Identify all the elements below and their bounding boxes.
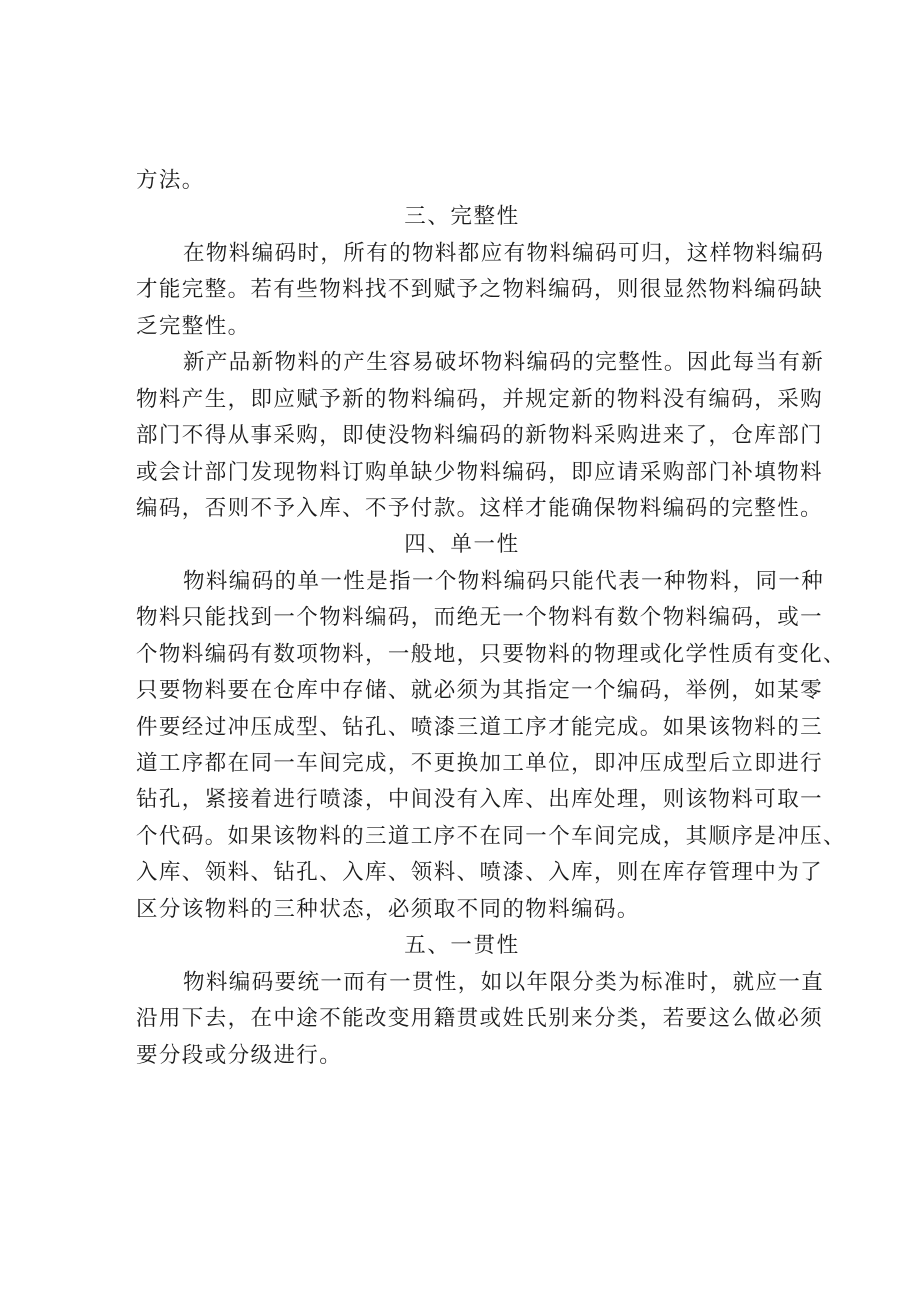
paragraph-line: 钻孔，紧接着进行喷漆，中间没有入库、出库处理，则该物料可取一 bbox=[136, 787, 824, 813]
paragraph-line: 物料产生，即应赋予新的物料编码，并规定新的物料没有编码，采购 bbox=[136, 386, 824, 412]
paragraph-line: 要分段或分级进行。 bbox=[136, 1042, 343, 1068]
paragraph-line: 新产品新物料的产生容易破坏物料编码的完整性。因此每当有新 bbox=[183, 350, 825, 376]
paragraph-line: 入库、领料、钻孔、入库、领料、喷漆、入库，则在库存管理中为了 bbox=[136, 860, 824, 886]
section-heading: 四、单一性 bbox=[404, 532, 520, 558]
section-heading: 五、一贯性 bbox=[404, 933, 520, 959]
paragraph-line: 件要经过冲压成型、钻孔、喷漆三道工序才能完成。如果该物料的三 bbox=[136, 714, 824, 740]
paragraph-line: 物料只能找到一个物料编码，而绝无一个物料有数个物料编码，或一 bbox=[136, 605, 824, 631]
paragraph-line: 方法。 bbox=[136, 168, 205, 193]
paragraph-line: 部门不得从事采购，即使没物料编码的新物料采购进来了，仓库部门 bbox=[136, 423, 824, 449]
paragraph-line: 物料编码的单一性是指一个物料编码只能代表一种物料，同一种 bbox=[183, 568, 825, 594]
paragraph-line: 或会计部门发现物料订购单缺少物料编码，即应请采购部门补填物料 bbox=[136, 459, 824, 485]
paragraph-line: 沿用下去，在中途不能改变用籍贯或姓氏别来分类，若要这么做必须 bbox=[136, 1006, 824, 1032]
paragraph-line: 个物料编码有数项物料，一般地，只要物料的物理或化学性质有变化、 bbox=[136, 641, 846, 667]
paragraph-line: 编码，否则不予入库、不予付款。这样才能确保物料编码的完整性。 bbox=[136, 495, 824, 521]
section-heading: 三、完整性 bbox=[404, 204, 520, 230]
paragraph-line: 道工序都在同一车间完成，不更换加工单位，即冲压成型后立即进行 bbox=[136, 751, 824, 776]
paragraph-line: 乏完整性。 bbox=[136, 313, 251, 339]
paragraph-line: 物料编码要统一而有一贯性，如以年限分类为标准时，就应一直 bbox=[183, 969, 825, 995]
paragraph-line: 个代码。如果该物料的三道工序不在同一个车间完成，其顺序是冲压、 bbox=[136, 823, 846, 849]
document-body bbox=[136, 163, 846, 1074]
paragraph-line: 只要物料要在仓库中存储、就必须为其指定一个编码，举例，如某零 bbox=[136, 678, 824, 704]
paragraph-line: 才能完整。若有些物料找不到赋予之物料编码，则很显然物料编码缺 bbox=[136, 277, 824, 303]
paragraph-line: 在物料编码时，所有的物料都应有物料编码可归，这样物料编码 bbox=[183, 240, 825, 266]
paragraph-line: 区分该物料的三种状态，必须取不同的物料编码。 bbox=[136, 896, 640, 922]
